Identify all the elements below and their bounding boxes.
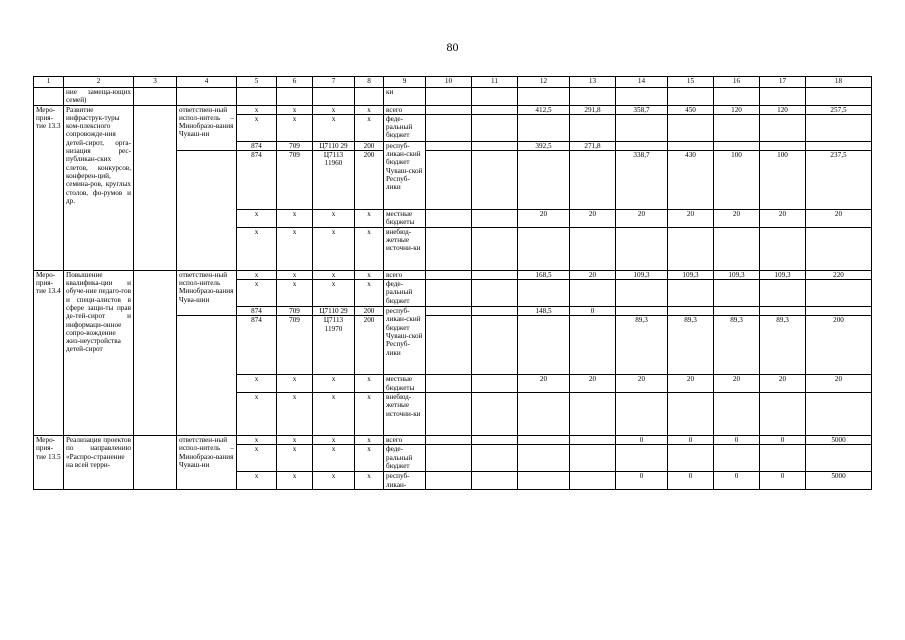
cell (426, 445, 472, 472)
cell: x (355, 445, 384, 472)
cell (570, 445, 616, 472)
cell: x (355, 280, 384, 307)
cell (426, 316, 472, 375)
cell: x (277, 280, 313, 307)
cell: x (277, 210, 313, 228)
cell (806, 307, 872, 316)
cell (518, 88, 570, 106)
cell: x (313, 435, 355, 444)
cell: x (237, 210, 277, 228)
cell (177, 316, 237, 436)
header-cell: 11 (472, 77, 518, 88)
cell: x (355, 392, 384, 435)
cell (472, 88, 518, 106)
cell (518, 316, 570, 375)
cell: 271,8 (570, 141, 616, 150)
cell: 120 (714, 105, 760, 114)
cell: 0 (668, 472, 714, 490)
cell (668, 227, 714, 270)
cell (237, 88, 277, 106)
cell (472, 114, 518, 141)
cell (426, 472, 472, 490)
cell (570, 316, 616, 375)
cell: 200 (355, 316, 384, 375)
cell: x (237, 114, 277, 141)
measure-label: Меро-прия-тие 13.3 (34, 105, 64, 270)
cell: внебюд-жетные источни-ки (384, 227, 426, 270)
cell: x (237, 105, 277, 114)
measure-executor: ответствен-ный испол-нитель – Минобразо-вания Чуваш-ии (177, 105, 237, 151)
header-cell: 5 (237, 77, 277, 88)
cell (806, 227, 872, 270)
cell: 100 (714, 151, 760, 210)
cell: 20 (668, 375, 714, 393)
header-row (34, 77, 872, 88)
cell: x (277, 472, 313, 490)
cell (426, 151, 472, 210)
header-cell: 1 (34, 77, 64, 88)
cell (426, 105, 472, 114)
cell (426, 210, 472, 228)
cell: x (237, 270, 277, 279)
cell: 89,3 (668, 316, 714, 375)
cell: 109,3 (616, 270, 668, 279)
cell: x (277, 445, 313, 472)
header-cell: 7 (313, 77, 355, 88)
cell: x (277, 375, 313, 393)
cell (313, 88, 355, 106)
cell (760, 392, 806, 435)
cell: 874 (237, 141, 277, 150)
cell: x (313, 114, 355, 141)
cell: 0 (668, 435, 714, 444)
cell (426, 375, 472, 393)
header-cell: 8 (355, 77, 384, 88)
cell (426, 270, 472, 279)
header-cell: 12 (518, 77, 570, 88)
cell (472, 227, 518, 270)
cell: 20 (806, 210, 872, 228)
cell: 237,5 (806, 151, 872, 210)
cell (616, 227, 668, 270)
cell: x (237, 227, 277, 270)
cell: 20 (714, 210, 760, 228)
cell: x (355, 227, 384, 270)
measure-name: Развитие инфраструк-туры ком-плексного сопровожде-ния детей-сирот, орга-низация рес-публикан-ских слетов, конкурсов, конферен-ций, семина-ров, круглых столов, фо-румов и др. (64, 105, 134, 270)
cell (668, 88, 714, 106)
cell (616, 114, 668, 141)
cell: феде-ральный бюджет (384, 445, 426, 472)
cell: 20 (668, 210, 714, 228)
cell: 200 (355, 141, 384, 150)
cell: 200 (355, 307, 384, 316)
cell (518, 435, 570, 444)
cell: x (355, 270, 384, 279)
cell: 0 (570, 307, 616, 316)
cell: 0 (714, 435, 760, 444)
cell: x (313, 210, 355, 228)
cell (518, 472, 570, 490)
cell (472, 270, 518, 279)
cell (806, 280, 872, 307)
cell (570, 392, 616, 435)
cell (472, 307, 518, 316)
cell: 20 (518, 375, 570, 393)
cell: ки (384, 88, 426, 106)
cell (760, 280, 806, 307)
cell: 709 (277, 141, 313, 150)
cell (760, 307, 806, 316)
header-cell: 9 (384, 77, 426, 88)
cell (518, 445, 570, 472)
page-number: 80 (446, 40, 459, 54)
cell: x (355, 210, 384, 228)
cell (472, 210, 518, 228)
cell: местные бюджеты (384, 210, 426, 228)
cell: 0 (616, 472, 668, 490)
header-cell: 13 (570, 77, 616, 88)
cell: феде-ральный бюджет (384, 280, 426, 307)
cell: 20 (570, 375, 616, 393)
cell: x (313, 375, 355, 393)
cell: x (237, 472, 277, 490)
cell: 0 (616, 435, 668, 444)
cell (472, 151, 518, 210)
cell (714, 445, 760, 472)
cell: x (277, 114, 313, 141)
cell: 20 (616, 375, 668, 393)
cell: x (313, 392, 355, 435)
cell (426, 435, 472, 444)
cell (668, 141, 714, 150)
cell: 0 (714, 472, 760, 490)
cell: 20 (570, 210, 616, 228)
cell (426, 141, 472, 150)
header-cell: 15 (668, 77, 714, 88)
cell (472, 316, 518, 375)
cell: респуб-ликан-ский бюджет Чуваш-ской Респуб-лики (384, 141, 426, 209)
cell (518, 280, 570, 307)
cell: x (313, 227, 355, 270)
cell (714, 307, 760, 316)
cell (760, 227, 806, 270)
measure-label: Меро-прия-тие 13.5 (34, 435, 64, 489)
cell (570, 472, 616, 490)
cell (518, 227, 570, 270)
header-cell: 2 (64, 77, 134, 88)
cell: 5000 (806, 472, 872, 490)
cell (714, 280, 760, 307)
header-cell: 14 (616, 77, 668, 88)
cell: 89,3 (760, 316, 806, 375)
cell: всего (384, 270, 426, 279)
cell (426, 88, 472, 106)
cell: 291,8 (570, 105, 616, 114)
cell (616, 392, 668, 435)
cell: 109,3 (714, 270, 760, 279)
cell: x (313, 445, 355, 472)
cell: 874 (237, 316, 277, 375)
budget-table (33, 76, 872, 490)
cell: x (355, 105, 384, 114)
cell: 874 (237, 307, 277, 316)
header-cell: 18 (806, 77, 872, 88)
cell (472, 375, 518, 393)
cell: 120 (760, 105, 806, 114)
cell: 0 (760, 472, 806, 490)
cell (426, 392, 472, 435)
cell (570, 114, 616, 141)
cell (472, 445, 518, 472)
cell: x (313, 280, 355, 307)
cell: x (277, 227, 313, 270)
cell: 200 (806, 316, 872, 375)
cell: 20 (616, 210, 668, 228)
cell (426, 280, 472, 307)
cell: 20 (760, 210, 806, 228)
cell: 109,3 (668, 270, 714, 279)
cell (760, 445, 806, 472)
cell (616, 88, 668, 106)
cell (714, 88, 760, 106)
cell: x (355, 375, 384, 393)
cell: x (237, 435, 277, 444)
cell (472, 472, 518, 490)
cell (134, 435, 177, 489)
cell (570, 435, 616, 444)
cell (760, 114, 806, 141)
cell: 5000 (806, 435, 872, 444)
cell: 358,7 (616, 105, 668, 114)
cell: 20 (806, 375, 872, 393)
cell: 20 (760, 375, 806, 393)
header-cell: 3 (134, 77, 177, 88)
cell (177, 151, 237, 271)
cell (668, 392, 714, 435)
measure-executor: ответствен-ный испол-нитель Минобразо-вания Чува-шии (177, 270, 237, 316)
cell: 0 (760, 435, 806, 444)
cell: всего (384, 105, 426, 114)
cell (714, 114, 760, 141)
cell: 450 (668, 105, 714, 114)
cell (806, 392, 872, 435)
cell (668, 445, 714, 472)
cell (355, 88, 384, 106)
cell (134, 88, 177, 106)
cell (570, 280, 616, 307)
cell: x (237, 392, 277, 435)
measure-name: Реализация проектов по направлению «Распро-странение на всей терри- (64, 435, 134, 489)
cell: x (237, 375, 277, 393)
header-cell: 4 (177, 77, 237, 88)
cell: 709 (277, 307, 313, 316)
cell (714, 392, 760, 435)
cell: x (313, 270, 355, 279)
table-row (34, 435, 872, 444)
cell: 412,5 (518, 105, 570, 114)
cell: 109,3 (760, 270, 806, 279)
cell: 257,5 (806, 105, 872, 114)
cell: x (277, 105, 313, 114)
cell: Ц7113 11960 (313, 151, 355, 210)
cell: 20 (714, 375, 760, 393)
cell (34, 88, 64, 106)
cell (472, 435, 518, 444)
cell (806, 114, 872, 141)
header-cell: 10 (426, 77, 472, 88)
header-cell: 6 (277, 77, 313, 88)
cell: x (313, 472, 355, 490)
cell: ние замеща-ющих семей) (64, 88, 134, 106)
cell (426, 307, 472, 316)
cell (616, 280, 668, 307)
cell: 20 (570, 270, 616, 279)
cell: 874 (237, 151, 277, 210)
measure-executor: ответствен-ный испол-нитель – Минобразо-вания Чуваш-ии (177, 435, 237, 489)
cell: 220 (806, 270, 872, 279)
cell: 20 (518, 210, 570, 228)
cell (134, 105, 177, 270)
cell: 148,5 (518, 307, 570, 316)
cell (570, 88, 616, 106)
cell: 89,3 (714, 316, 760, 375)
cell (760, 141, 806, 150)
cell: 168,5 (518, 270, 570, 279)
cell: 709 (277, 151, 313, 210)
cell: x (355, 114, 384, 141)
cell: x (277, 435, 313, 444)
cell (134, 270, 177, 435)
cell (518, 392, 570, 435)
cell: 89,3 (616, 316, 668, 375)
cell: Ц7110 29 (313, 307, 355, 316)
cell (472, 141, 518, 150)
cell: респуб-ликан-ский бюджет Чуваш-ской Респуб-лики (384, 307, 426, 375)
cell (616, 307, 668, 316)
cell (806, 141, 872, 150)
table-row (34, 270, 872, 279)
cell (806, 445, 872, 472)
cell (177, 88, 237, 106)
cell: местные бюджеты (384, 375, 426, 393)
cell: x (277, 270, 313, 279)
cell: 430 (668, 151, 714, 210)
cell: x (355, 435, 384, 444)
cell (426, 227, 472, 270)
cell: x (277, 392, 313, 435)
cell (806, 88, 872, 106)
cell (518, 151, 570, 210)
cell: x (237, 280, 277, 307)
cell: 709 (277, 316, 313, 375)
cell (668, 307, 714, 316)
cell (472, 105, 518, 114)
cell: Ц7113 11970 (313, 316, 355, 375)
cell (714, 227, 760, 270)
cell (616, 445, 668, 472)
cell (714, 141, 760, 150)
cell: внебюд-жетные источни-ки (384, 392, 426, 435)
cell: 200 (355, 151, 384, 210)
cell (616, 141, 668, 150)
cell: 100 (760, 151, 806, 210)
cell (668, 280, 714, 307)
cell: Ц7110 29 (313, 141, 355, 150)
header-cell: 17 (760, 77, 806, 88)
continuation-row (34, 88, 872, 106)
cell: 392,5 (518, 141, 570, 150)
table-row (34, 105, 872, 114)
cell (570, 151, 616, 210)
cell (570, 227, 616, 270)
cell: 338,7 (616, 151, 668, 210)
header-cell: 16 (714, 77, 760, 88)
cell (277, 88, 313, 106)
cell: x (355, 472, 384, 490)
cell (472, 392, 518, 435)
cell: x (237, 445, 277, 472)
cell (668, 114, 714, 141)
cell: феде-ральный бюджет (384, 114, 426, 141)
cell (426, 114, 472, 141)
measure-label: Меро-прия-тие 13.4 (34, 270, 64, 435)
cell: всего (384, 435, 426, 444)
cell (472, 280, 518, 307)
cell (760, 88, 806, 106)
cell: x (313, 105, 355, 114)
cell: респуб-ликан- (384, 472, 426, 490)
measure-name: Повышение квалифика-ции и обуче-ние педаго-гов и специ-алистов в сфере защи-ты прав де-тей-сирот и информаци-онное сопро-вождение жиз-неустройства детей-сирот (64, 270, 134, 435)
cell (518, 114, 570, 141)
